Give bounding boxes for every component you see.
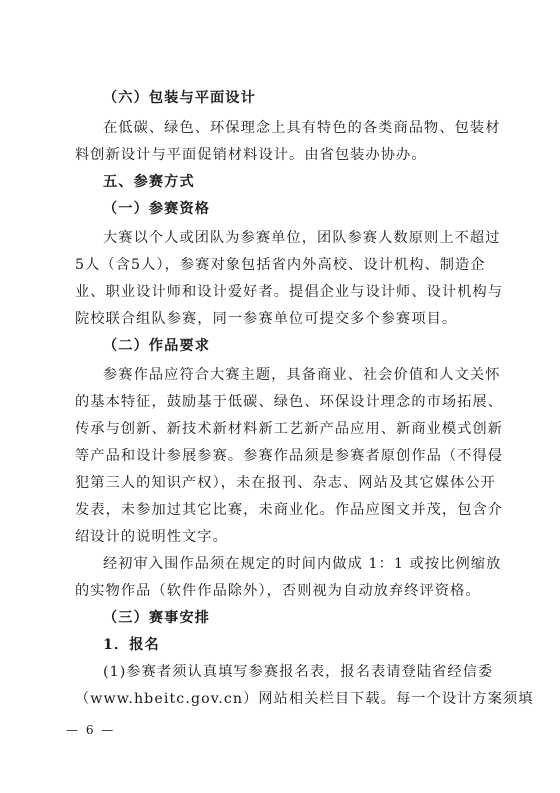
paragraph-line: 料创新设计与平面促销材料设计。由省包装办协办。 [75,147,427,163]
page-number: — 6 — [66,723,116,737]
paragraph-line: 5人（含5人），参赛对象包括省内外高校、设计机构、制造企 [75,257,486,273]
paragraph-line: 业、职业设计师和设计爱好者。提倡企业与设计师、设计机构与 [75,284,504,300]
paragraph-line: 绍设计的说明性文字。 [75,529,228,545]
paragraph-line: 院校联合组队参赛，同一参赛单位可提交多个参赛项目。 [75,311,458,327]
paragraph-line: 的实物作品（软件作品除外），否则视为自动放弃终评资格。 [75,583,481,599]
paragraph-line: 发表，未参加过其它比赛，未商业化。作品应图文并茂，包含介 [75,502,504,518]
paragraph-line: 大赛以个人或团队为参赛单位，团队参赛人数原则上不超过 [103,230,501,246]
paragraph-line: 在低碳、绿色、环保理念上具有特色的各类商品物、包装材 [103,120,501,136]
subheading-eligibility: （一）参赛资格 [103,201,211,217]
paragraph-line: （www.hbeitc.gov.cn）网站相关栏目下载。每一个设计方案须填 [75,691,534,707]
subheading-work-requirements: （二）作品要求 [103,338,211,354]
section-heading-participation: 五、参赛方式 [103,174,195,190]
subheading-schedule: （三）赛事安排 [103,610,211,626]
paragraph-line: 经初审入围作品须在规定的时间内做成 1：1 或按比例缩放 [103,556,502,572]
paragraph-line: 传承与创新、新技术新材料新工艺新产品应用、新商业模式创新 [75,421,504,437]
paragraph-line: 的基本特征，鼓励基于低碳、绿色、环保设计理念的市场拓展、 [75,394,504,410]
item-heading-registration: 1．报名 [103,637,160,653]
subheading-packaging-design: （六）包装与平面设计 [103,90,256,106]
paragraph-line: 等产品和设计参展参赛。参赛作品须是参赛者原创作品（不得侵 [75,448,504,464]
paragraph-line: 犯第三人的知识产权），未在报刊、杂志、网站及其它媒体公开 [75,475,496,491]
paragraph-line: (1)参赛者须认真填写参赛报名表，报名表请登陆省经信委 [103,664,494,680]
paragraph-line: 参赛作品应符合大赛主题，具备商业、社会价值和人文关怀 [103,367,501,383]
